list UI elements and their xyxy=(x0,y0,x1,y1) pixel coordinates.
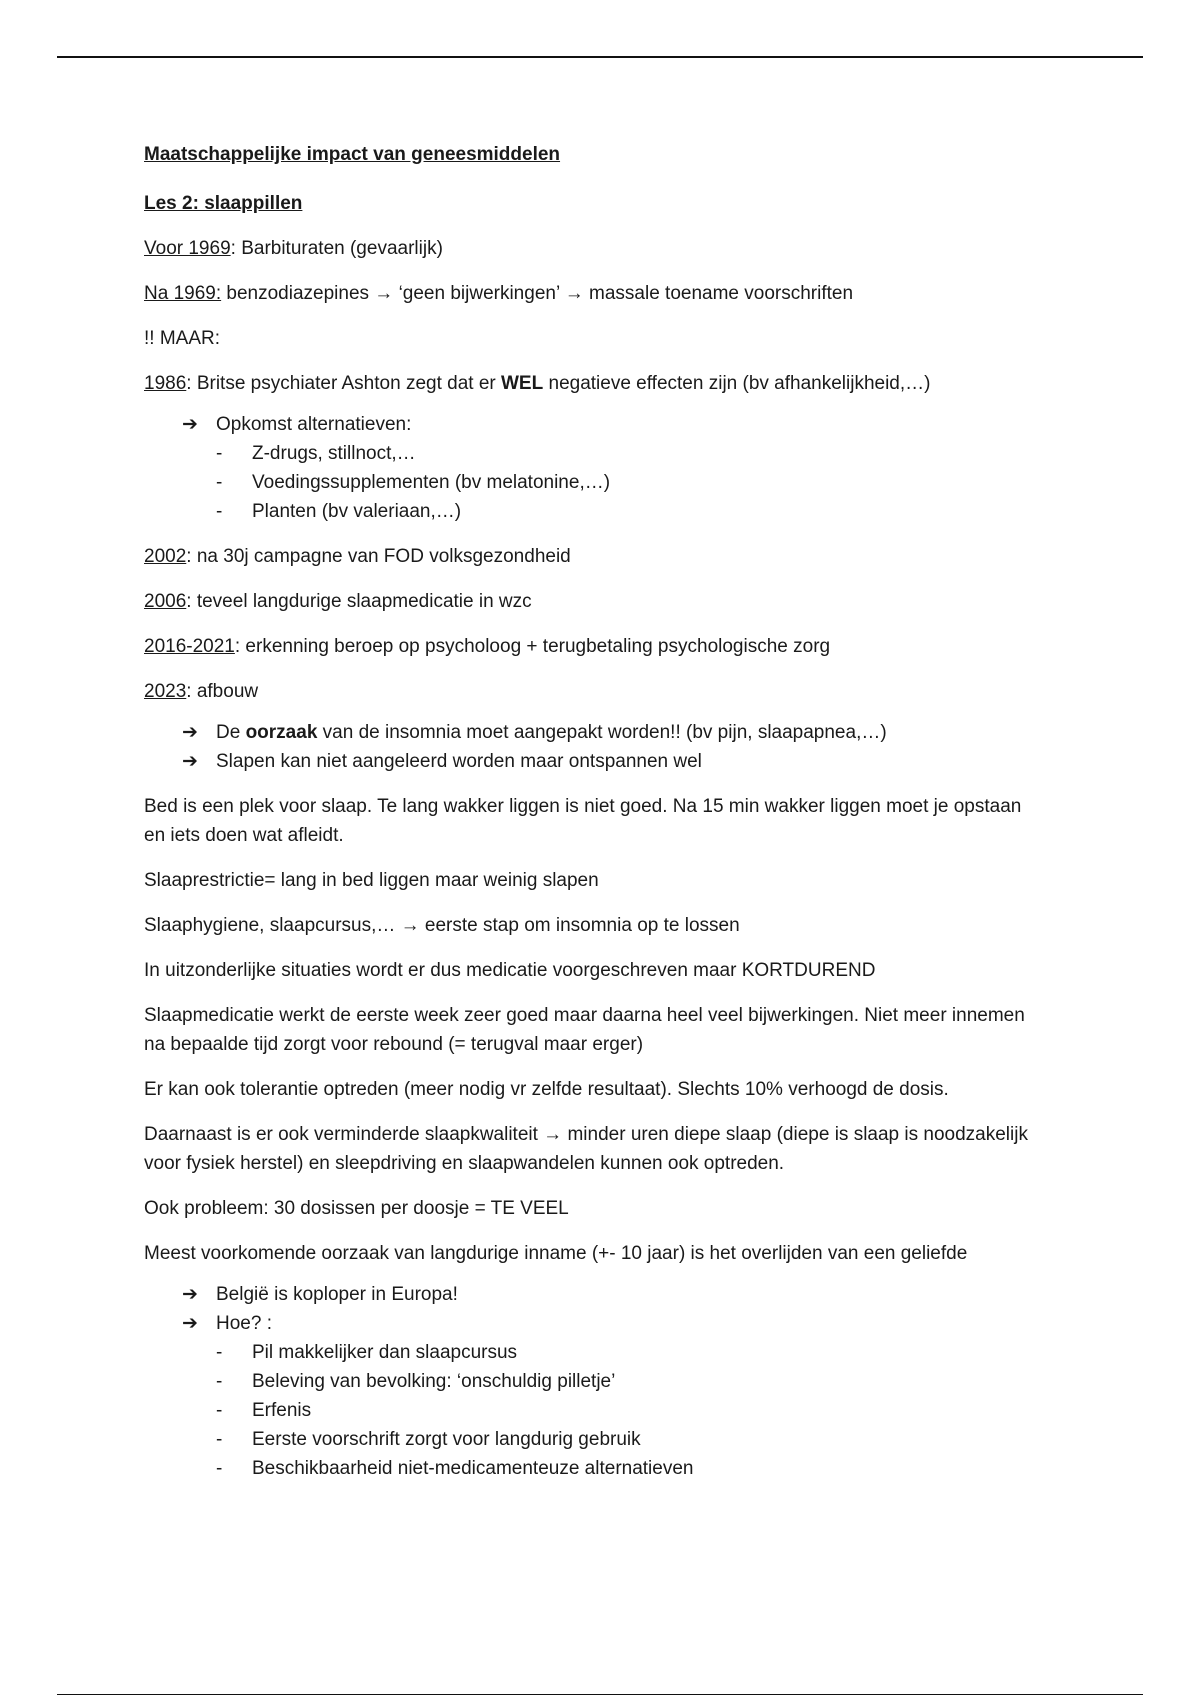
list-item: - Voedingssupplementen (bv melatonine,…) xyxy=(216,468,1044,497)
dash-bullet: - xyxy=(216,472,223,493)
sub-list xyxy=(216,439,1044,526)
paragraph: Daarnaast is er ook verminderde slaapkwaliteit → minder uren diepe slaap (diepe is slaap is noodzakelijk voor fysiek herstel) en sleepdriving en slaapwandelen kunnen ook optreden. xyxy=(144,1124,1028,1174)
date-label: 2006 xyxy=(144,591,187,612)
list-item: - Erfenis xyxy=(216,1396,1044,1425)
paragraph: Ook probleem: 30 dosissen per doosje = TE VEEL xyxy=(144,1198,569,1219)
timeline-after-1969: Na 1969: benzodiazepines → ‘geen bijwerkingen’ → massale toename voorschriften xyxy=(144,283,854,304)
arrow-icon: ➔ xyxy=(182,1284,198,1305)
timeline-2023: 2023: afbouw xyxy=(144,681,259,702)
timeline-1986: 1986: Britse psychiater Ashton zegt dat er WEL negatieve effecten zijn (bv afhankelijkheid,…) xyxy=(144,373,931,394)
cause-list xyxy=(144,718,1044,776)
list-item: - Planten (bv valeriaan,…) xyxy=(216,497,1044,526)
list-item: ➔ Hoe? : - Pil makkelijker dan slaapcursus - Beleving van bevolking: ‘onschuldig pilletje’ - Erfenis - Eerste voorschrift zorgt voor langdurig gebruik - Beschikbaarheid niet-medicamenteuze alternatieven xyxy=(182,1309,1044,1483)
list-item: - Eerste voorschrift zorgt voor langdurig gebruik xyxy=(216,1425,1044,1454)
list-item: ➔ Opkomst alternatieven: - Z-drugs, stillnoct,… - Voedingssupplementen (bv melatonine,…) - Planten (bv valeriaan,…) xyxy=(182,410,1044,526)
arrow-icon: ➔ xyxy=(182,1313,198,1334)
document-body xyxy=(144,140,1044,1499)
document-title: Maatschappelijke impact van geneesmiddelen xyxy=(144,144,561,165)
timeline-2006: 2006: teveel langdurige slaapmedicatie in wzc xyxy=(144,591,532,612)
paragraph: Slaapmedicatie werkt de eerste week zeer goed maar daarna heel veel bijwerkingen. Niet meer innemen na bepaalde tijd zorgt voor rebound (= terugval maar erger) xyxy=(144,1005,1025,1055)
list-item: - Pil makkelijker dan slaapcursus xyxy=(216,1338,1044,1367)
timeline-2016-2021: 2016-2021: erkenning beroep op psycholoog + terugbetaling psychologische zorg xyxy=(144,636,831,657)
timeline-before-1969: Voor 1969: Barbituraten (gevaarlijk) xyxy=(144,238,443,259)
date-label: 1986 xyxy=(144,373,187,394)
paragraph: In uitzonderlijke situaties wordt er dus medicatie voorgeschreven maar KORTDUREND xyxy=(144,960,876,981)
but-note: !! MAAR: xyxy=(144,328,221,349)
paragraph: Slaaprestrictie= lang in bed liggen maar weinig slapen xyxy=(144,870,599,891)
dash-bullet: - xyxy=(216,501,223,522)
dash-bullet: - xyxy=(216,1429,223,1450)
sub-list xyxy=(216,1338,1044,1483)
date-label: Voor 1969 xyxy=(144,238,231,259)
timeline-2002: 2002: na 30j campagne van FOD volksgezondheid xyxy=(144,546,571,567)
list-item: - Beschikbaarheid niet-medicamenteuze alternatieven xyxy=(216,1454,1044,1483)
list-item: ➔ De oorzaak van de insomnia moet aangepakt worden!! (bv pijn, slaapapnea,…) xyxy=(182,718,1044,747)
lesson-heading: Les 2: slaappillen xyxy=(144,193,303,214)
date-label: 2002 xyxy=(144,546,187,567)
list-item: ➔ Slapen kan niet aangeleerd worden maar ontspannen wel xyxy=(182,747,1044,776)
belgium-list xyxy=(144,1280,1044,1483)
date-label: 2023 xyxy=(144,681,187,702)
dash-bullet: - xyxy=(216,1458,223,1479)
list-item: - Z-drugs, stillnoct,… xyxy=(216,439,1044,468)
arrow-icon: ➔ xyxy=(182,751,198,772)
dash-bullet: - xyxy=(216,443,223,464)
list-item: - Beleving van bevolking: ‘onschuldig pilletje’ xyxy=(216,1367,1044,1396)
footer-rule xyxy=(57,1694,1143,1695)
paragraph: Er kan ook tolerantie optreden (meer nodig vr zelfde resultaat). Slechts 10% verhoogd de dosis. xyxy=(144,1079,949,1100)
paragraph: Meest voorkomende oorzaak van langdurige inname (+- 10 jaar) is het overlijden van een geliefde xyxy=(144,1243,968,1264)
dash-bullet: - xyxy=(216,1400,223,1421)
arrow-icon: ➔ xyxy=(182,414,198,435)
dash-bullet: - xyxy=(216,1342,223,1363)
date-label: 2016-2021 xyxy=(144,636,235,657)
paragraph: Bed is een plek voor slaap. Te lang wakker liggen is niet goed. Na 15 min wakker liggen moet je opstaan en iets doen wat afleidt. xyxy=(144,796,1022,846)
paragraph: Slaaphygiene, slaapcursus,… → eerste stap om insomnia op te lossen xyxy=(144,915,740,936)
alternatives-list xyxy=(144,410,1044,526)
header-rule xyxy=(57,56,1143,58)
date-label: Na 1969: xyxy=(144,283,222,304)
dash-bullet: - xyxy=(216,1371,223,1392)
arrow-icon: ➔ xyxy=(182,722,198,743)
list-item: ➔ België is koploper in Europa! xyxy=(182,1280,1044,1309)
